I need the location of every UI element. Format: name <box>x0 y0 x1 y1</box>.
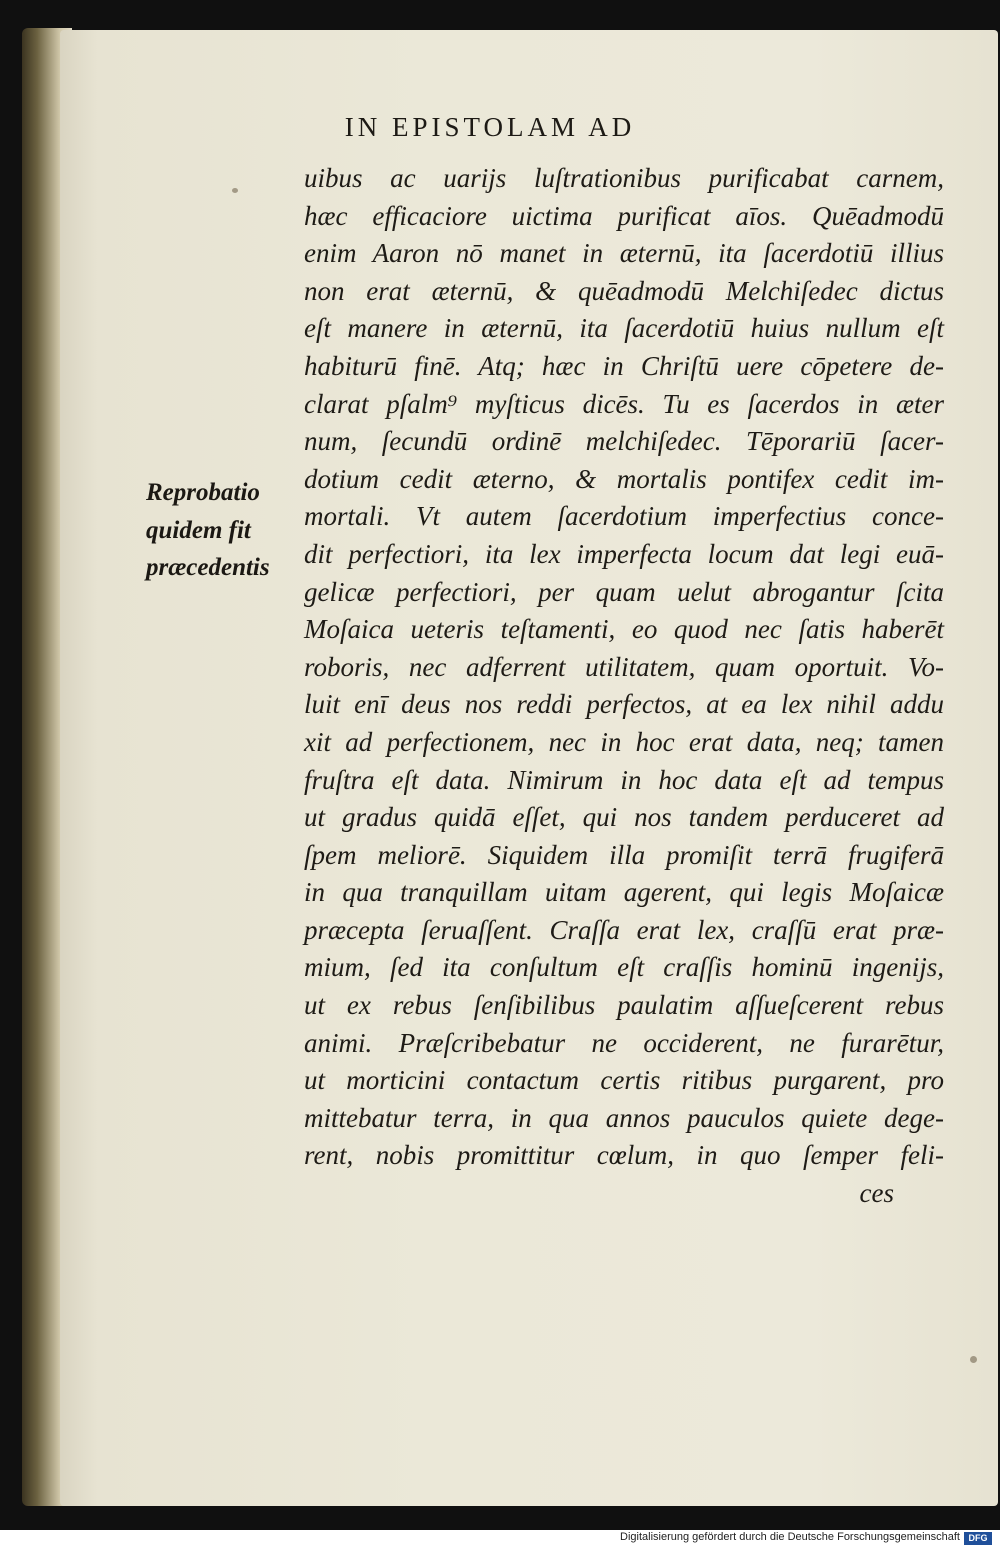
text-line: hæc efficaciore uictima purificat aīos. Quēadmodū <box>304 200 944 231</box>
text-line: enim Aaron nō manet in æternū, ita ſacerdotiū illius <box>304 238 944 269</box>
funding-credit: Digitalisierung gefördert durch die Deutsche Forschungsgemeinschaft <box>620 1531 960 1543</box>
text-line: mortali. Vt autem ſacerdotium imperfectius conce- <box>304 501 944 532</box>
running-head-text: IN EPISTOLAM AD <box>344 112 636 142</box>
margin-note-line: Reprobatio <box>146 479 260 506</box>
text-line: mium, ſed ita conſultum eſt craſſis hominū ingenijs, <box>304 952 944 983</box>
text-line: dit perfectiori, ita lex imperfecta locum dat legi euā- <box>304 538 944 569</box>
text-line: num, ſecundū ordinē melchiſedec. Tēporariū ſacer- <box>304 426 944 457</box>
text-line: xit ad perfectionem, nec in hoc erat data, neq; tamen <box>304 726 944 757</box>
text-line: roboris, nec adferrent utilitatem, quam oportuit. Vo- <box>304 651 944 682</box>
text-line: clarat pſalm⁹ myſticus dicēs. Tu es ſacerdos in æter <box>304 388 944 419</box>
text-line: gelicæ perfectiori, per quam uelut abrogantur ſcita <box>304 576 944 607</box>
ink-spot <box>232 188 238 193</box>
text-line: ſpem meliorē. Siquidem illa promiſit terrā frugiferā <box>304 839 944 870</box>
ink-spot <box>970 1356 977 1363</box>
text-line: ut ex rebus ſenſibilibus paulatim aſſueſcerent rebus <box>304 990 944 1021</box>
text-line: præcepta ſeruaſſent. Craſſa erat lex, craſſū erat præ- <box>304 914 944 945</box>
text-line: luit enī deus nos reddi perfectos, at ea lex nihil addu <box>304 689 944 720</box>
margin-note-line: præcedentis <box>146 554 270 582</box>
text-line: ut gradus quidā eſſet, qui nos tandem perduceret ad <box>304 802 944 833</box>
text-line: non erat æternū, & quēadmodū Melchiſedec dictus <box>304 275 944 306</box>
running-head <box>0 112 1000 143</box>
text-line: uibus ac uarijs luſtrationibus purificabat carnem, <box>304 163 944 193</box>
text-line: fruſtra eſt data. Nimirum in hoc data eſt ad tempus <box>304 764 944 795</box>
margin-note-line: quidem fit <box>146 516 251 544</box>
body-text <box>304 160 944 1213</box>
footer-bar <box>0 1530 1000 1548</box>
catchword: ces <box>859 1178 894 1209</box>
text-line: animi. Præſcribebatur ne occiderent, ne furarētur, <box>304 1027 944 1058</box>
text-line: in qua tranquillam uitam agerent, qui legis Moſaicæ <box>304 877 944 908</box>
text-line: eſt manere in æternū, ita ſacerdotiū huius nullum eſt <box>304 313 944 344</box>
text-line: dotium cedit æterno, & mortalis pontifex cedit im- <box>304 463 944 494</box>
text-line: Moſaica ueteris teſtamenti, eo quod nec ſatis haberēt <box>304 614 944 645</box>
margin-note <box>146 474 296 587</box>
dfg-logo: DFG <box>964 1532 992 1545</box>
text-line: rent, nobis promittitur cœlum, in quo ſemper feli- <box>304 1140 944 1171</box>
text-line: habiturū finē. Atq; hæc in Chriſtū uere cōpetere de- <box>304 350 944 381</box>
text-line: ut morticini contactum certis ritibus purgarent, pro <box>304 1065 944 1096</box>
text-line: mittebatur terra, in qua annos pauculos quiete dege- <box>304 1102 944 1133</box>
